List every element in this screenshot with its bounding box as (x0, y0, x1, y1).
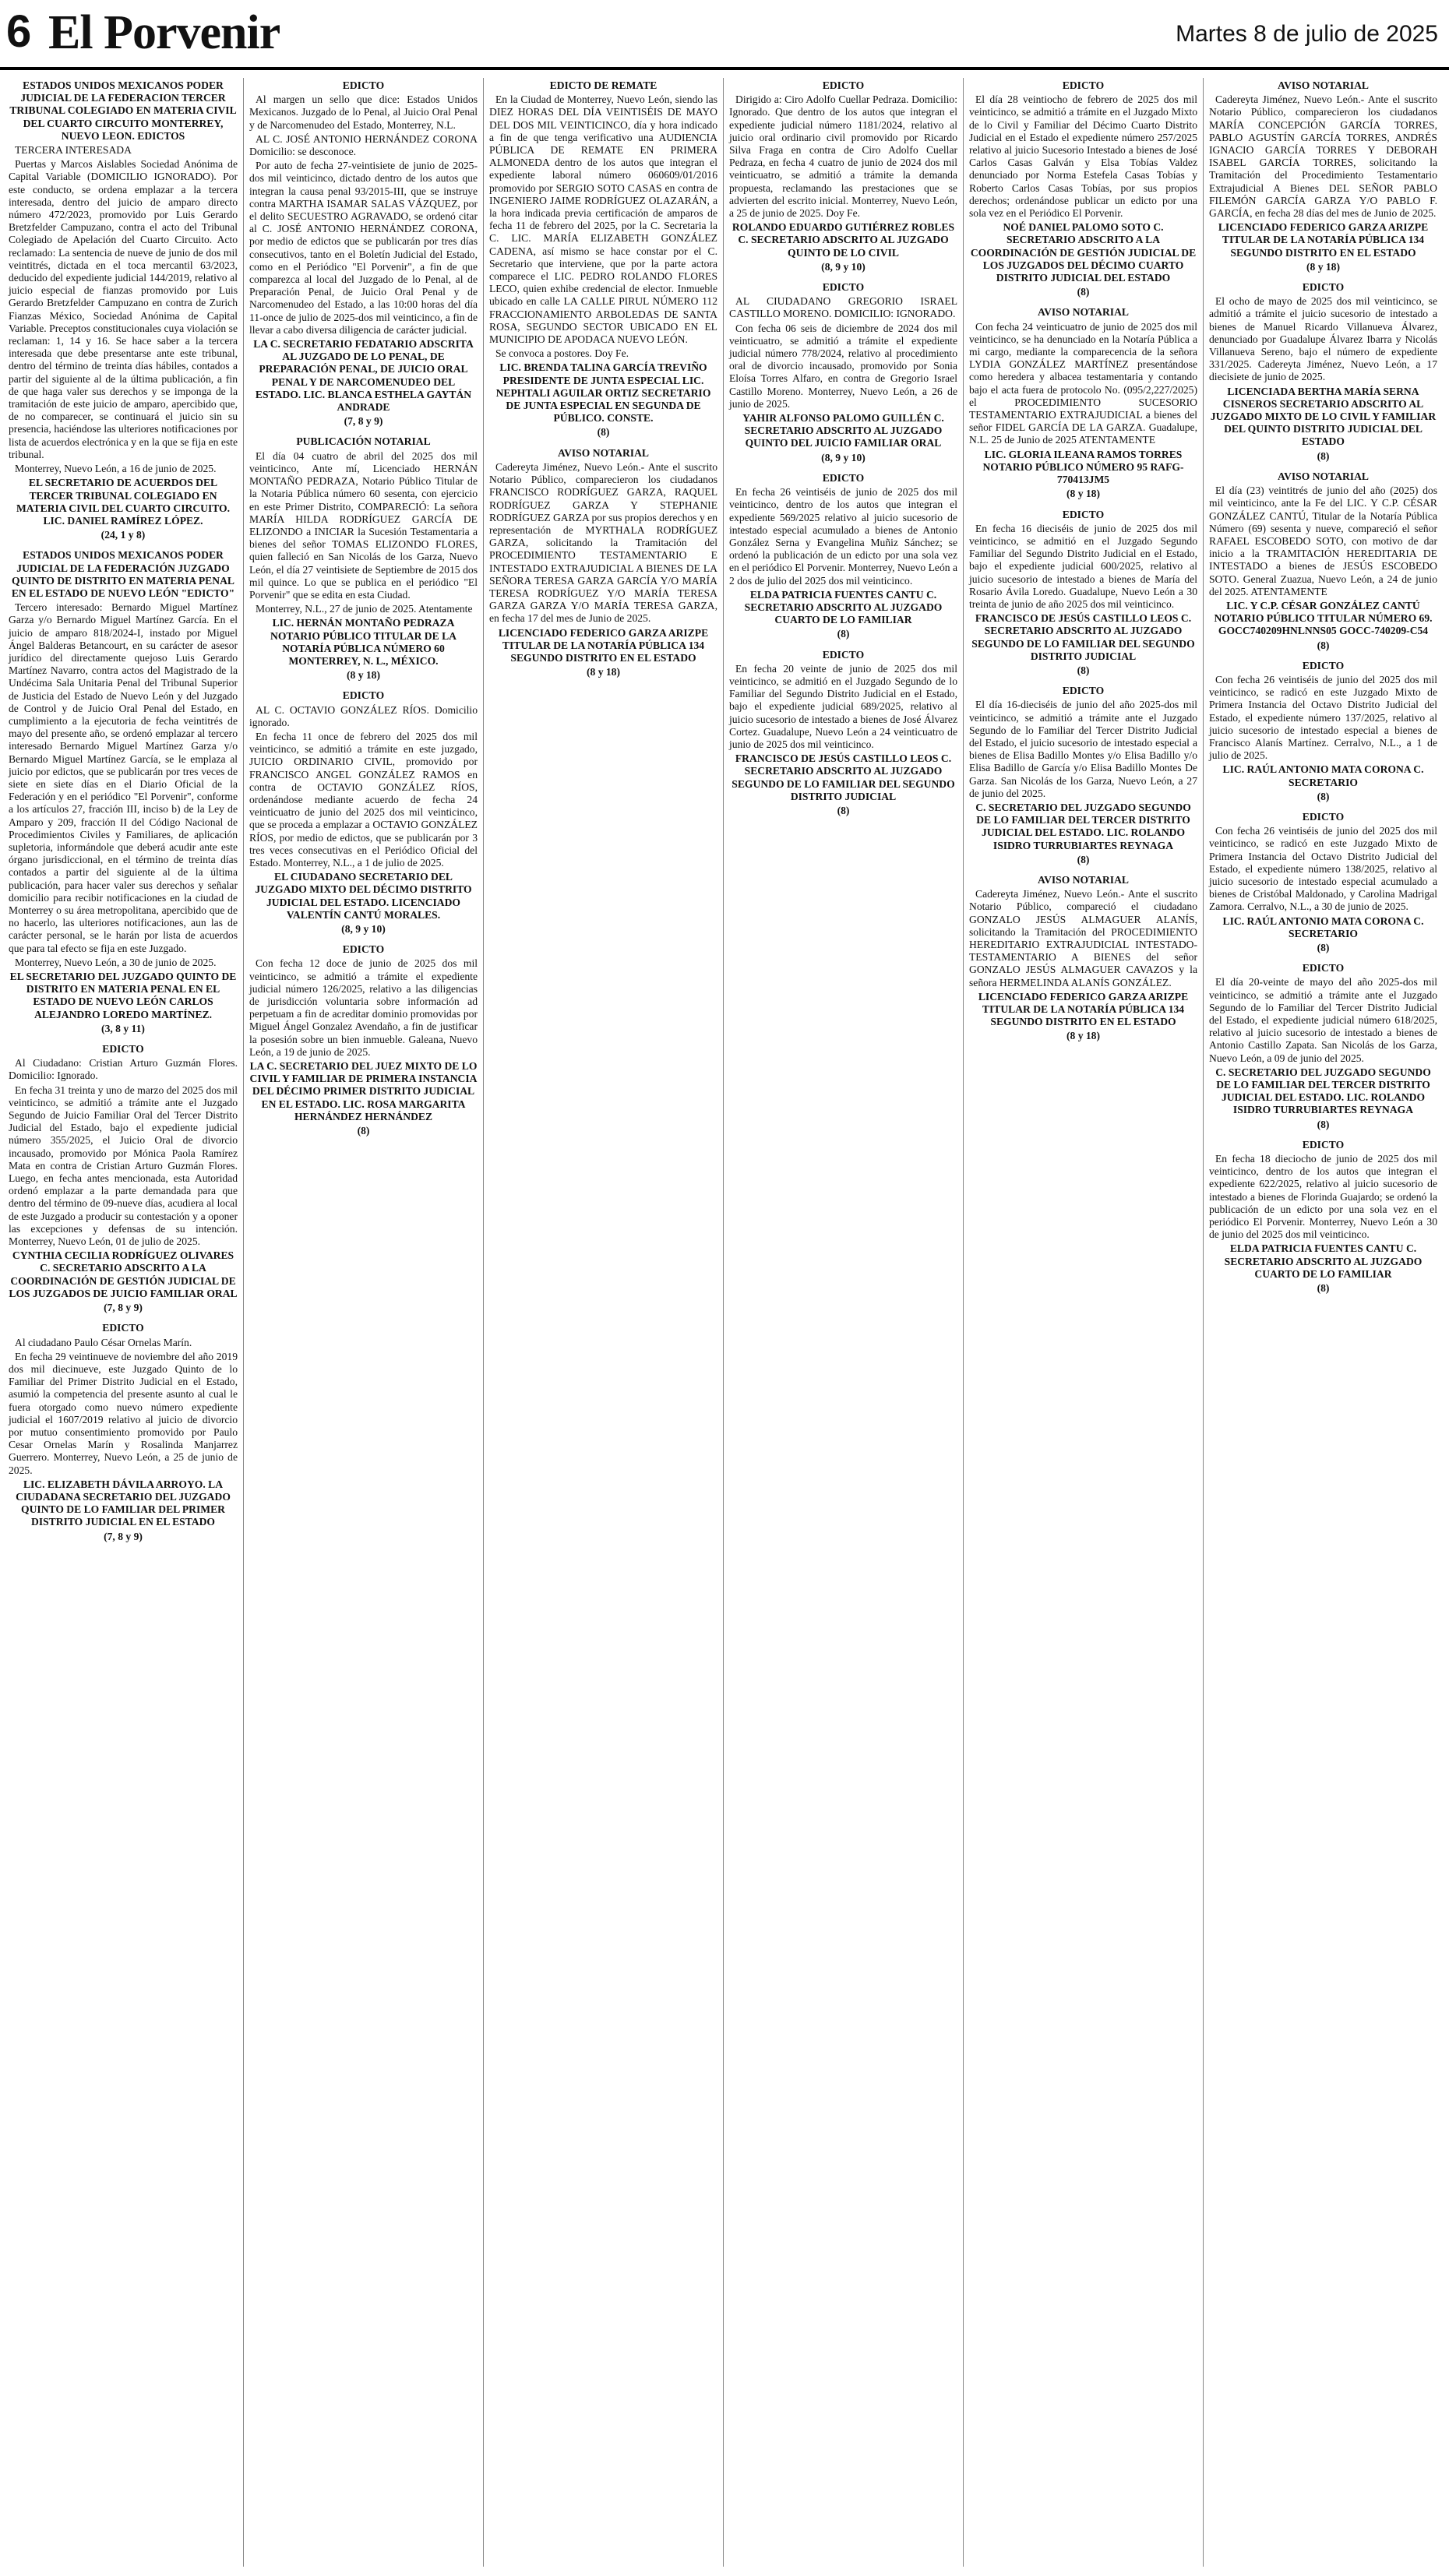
notice-paragraph: El día 28 veintiocho de febrero de 2025 dos mil veinticinco, se admitió a trámite en el Juzgado Mixto de lo Civil y Familiar del Décimo Cuarto Distrito Judicial en el Estado el expediente número 257/2025 relativo al juicio Sucesorio Intestado a bienes de José Carlos Casas Galván y Elsa Tobías Valdez denunciado por Norma Estefela Casas Tobías y Roberto Carlos Casas Tobías, por sus propios derechos; ordenándose publicar un edicto por una sola vez en el Periódico El Porvenir. (969, 93, 1197, 220)
notice-paragraph: El día 16-dieciséis de junio del año 2025-dos mil veinticinco, se admitió a trámite ante el Juzgado Segundo de lo Familiar del Tercer Distrito Judicial del Estado, el juicio sucesorio de intestado especial a bienes de Elisa Badillo Montes y/o Elisa Badillo y/o Elisa Badillo de García y/o Elisa Badillo Montes De Garza. San Nicolás de los Garza, Nuevo León, a 27 de junio del 2025. (969, 699, 1197, 799)
notice-signature: LIC. HERNÁN MONTAÑO PEDRAZA NOTARIO PÚBLICO TITULAR DE LA NOTARÍA PÚBLICA NÚMERO 60 MONTERREY, N. L., MÉXICO. (270, 617, 457, 667)
publication-dates: (7, 8 y 9) (104, 1530, 143, 1542)
legal-notice (969, 79, 1197, 298)
notice-signature: LICENCIADA BERTHA MARÍA SERNA CISNEROS SECRETARIO ADSCRITO AL JUZGADO MIXTO DE LO CIVIL Y FAMILIAR DEL QUINTO DISTRITO JUDICIAL DEL ESTADO (1210, 385, 1437, 448)
notice-paragraph: En fecha 31 treinta y uno de marzo del 2025 dos mil veinticinco, se admitió a trámite ante el Juzgado Segundo de Juicio Familiar Oral del Tercer Distrito Judicial del Estado, bajo el expediente judicial número 355/2025, el Juicio Oral de divorcio incausado, promovido por Mónica Paola Ramírez Mata en contra de Cristian Arturo Guzmán Flores. Luego, en fecha antes mencionada, esta Autoridad ordenó emplazar a la parte demandada para que dentro del término de 09-nueve días, acudiera al local de este Juzgado a producir su contestación y a oponer las excepciones y defensas de su intención. Monterrey, Nuevo León, 01 de julio de 2025. (9, 1084, 238, 1248)
notice-title: EDICTO (342, 943, 385, 956)
notice-signature: FRANCISCO DE JESÚS CASTILLO LEOS C. SECRETARIO ADSCRITO AL JUZGADO SEGUNDO DE LO FAMILIAR DEL SEGUNDO DISTRITO JUDICIAL (971, 612, 1195, 662)
notice-title: EDICTO (102, 1043, 144, 1055)
notice-signature: ELDA PATRICIA FUENTES CANTU C. SECRETARIO ADSCRITO AL JUZGADO CUARTO DE LO FAMILIAR (744, 588, 943, 626)
publication-dates: (8) (357, 1125, 370, 1137)
legal-notice (249, 943, 478, 1137)
column-2 (243, 78, 483, 2567)
notice-paragraph: AL C. JOSÉ ANTONIO HERNÁNDEZ CORONA Domicilio: se desconoce. (249, 132, 478, 158)
legal-notice (1209, 281, 1437, 463)
legal-notice (1209, 470, 1437, 652)
publication-dates: (8) (1317, 790, 1330, 802)
notice-paragraph: Monterrey, Nuevo León, a 16 de junio de 2025. (15, 463, 217, 475)
notice-signature: EL SECRETARIO DEL JUZGADO QUINTO DE DISTRITO EN MATERIA PENAL EN EL ESTADO DE NUEVO LEÓN CARLOS ALEJANDRO LOREDO MARTÍNEZ. (9, 971, 237, 1020)
notice-signature: LIC. Y C.P. CÉSAR GONZÁLEZ CANTÚ NOTARIO PÚBLICO TITULAR NÚMERO 69. GOCC740209HNLNNS05 GOCC-740209-C54 (1214, 599, 1433, 637)
notice-title: AVISO NOTARIAL (558, 446, 649, 459)
notice-paragraph: AL CIUDADANO GREGORIO ISRAEL CASTILLO MORENO. DOMICILIO: IGNORADO. (729, 295, 957, 320)
notice-signature: LICENCIADO FEDERICO GARZA ARIZPE TITULAR DE LA NOTARÍA PÚBLICA 134 SEGUNDO DISTRITO EN EL ESTADO (978, 990, 1189, 1028)
legal-notice (9, 79, 238, 541)
legal-notice (489, 447, 717, 679)
publication-dates: (8) (1317, 1118, 1330, 1130)
legal-notice (729, 281, 957, 464)
legal-notice (9, 1043, 238, 1314)
column-5 (963, 78, 1203, 2567)
legal-notice (249, 79, 478, 428)
notice-signature: FRANCISCO DE JESÚS CASTILLO LEOS C. SECRETARIO ADSCRITO AL JUZGADO SEGUNDO DE LO FAMILIAR DEL SEGUNDO DISTRITO JUDICIAL (732, 752, 955, 802)
publication-dates: (8) (1317, 1282, 1330, 1295)
notice-paragraph: Al margen un sello que dice: Estados Unidos Mexicanos. Juzgado de lo Penal, al Juicio Oral Penal y de Narcomenudeo del Estado, Monterrey, N.L. (249, 93, 478, 131)
notice-paragraph: El ocho de mayo de 2025 dos mil veinticinco, se admitió a trámite el juicio sucesorio de intestado a bienes de Manuel Ricardo Villanueva Álvarez, denunciado por Guadalupe Álvarez Ibarra y Nicolás Villanueva Sereno, bajo el número de expediente 331/2025. Cadereyta Jiménez, Nuevo León, a 17 diecisiete de junio de 2025. (1209, 295, 1437, 383)
notice-signature: LICENCIADO FEDERICO GARZA ARIZPE TITULAR DE LA NOTARÍA PÚBLICA 134 SEGUNDO DISTRITO EN EL ESTADO (498, 626, 709, 664)
publication-dates: (8 y 18) (586, 666, 621, 678)
notice-paragraph: Con fecha 24 veinticuatro de junio de 2025 dos mil veinticinco, se ha denunciado en la Notaría Pública a mi cargo, mediante la comparecencia de la señora LYDIA GONZÁLEZ MARTÍNEZ presentándose como heredera y albacea testamentaria y contando bajo el acta fuera de protocolo No. (095/2,227/2025) el PROCEDIMIENTO SUCESORIO TESTAMENTARIO EXTRAJUDICIAL a bienes del señor FIDEL GARCÍA DE LA GARZA. Guadalupe, N.L. 25 de Junio de 2025 ATENTAMENTE (969, 320, 1197, 446)
notice-signature: LA C. SECRETARIO FEDATARIO ADSCRITA AL JUZGADO DE LO PENAL, DE PREPARACIÓN PENAL, DE JUICIO ORAL PENAL Y DE NARCOMENUDEO DEL ESTADO. LIC. BLANCA ESTHELA GAYTÁN ANDRADE (253, 338, 474, 414)
notice-signature: LIC. GLORIA ILEANA RAMOS TORRES NOTARIO PÚBLICO NÚMERO 95 RAFG-770413JM5 (982, 448, 1184, 486)
notice-title: PUBLICACIÓN NOTARIAL (296, 435, 431, 448)
newspaper-logo: El Porvenir (48, 6, 280, 59)
legal-notice (1209, 79, 1437, 273)
publication-dates: (8, 9 y 10) (821, 451, 866, 463)
publication-dates: (8) (1317, 449, 1330, 462)
notice-signature: C. SECRETARIO DEL JUZGADO SEGUNDO DE LO FAMILIAR DEL TERCER DISTRITO JUDICIAL DEL ESTADO. LIC. ROLANDO ISIDRO TURRUBIARTES REYNAGA (1215, 1066, 1431, 1116)
publication-dates: (8) (837, 628, 850, 640)
notice-paragraph: Con fecha 12 doce de junio de 2025 dos mil veinticinco, se admitió a trámite el expediente judicial número 126/2025, relativo a las diligencias de jurisdicción voluntaria sobre información ad perpetuam a fin de acreditar dominio promovidas por Miguel Ángel Gonzalez Avendaño, a fin de justificar la posesión sobre un bien inmueble. Galeana, Nuevo León, a 19 de junio de 2025. (249, 957, 478, 1058)
notice-signature: EL SECRETARIO DE ACUERDOS DEL TERCER TRIBUNAL COLEGIADO EN MATERIA CIVIL DEL CUARTO CIRCUITO. LIC. DANIEL RAMÍREZ LÓPEZ. (16, 477, 231, 527)
notice-title: EDICTO (342, 689, 385, 702)
notice-signature: LIC. RAÚL ANTONIO MATA CORONA C. SECRETARIO (1222, 763, 1424, 788)
notice-title: EDICTO (1302, 659, 1345, 671)
notice-signature: ROLANDO EDUARDO GUTIÉRREZ ROBLES C. SECRETARIO ADSCRITO AL JUZGADO QUINTO DE LO CIVIL (732, 221, 955, 259)
notice-paragraph: En fecha 11 once de febrero del 2025 dos mil veinticinco, se admitió a trámite en este juzgado, JUICIO ORDINARIO CIVIL, promovido por FRANCISCO ANGEL GONZÁLEZ RAMOS en contra de OCTAVIO GONZÁLEZ RÍOS, ordenándose mediante acuerdo de fecha 24 veinticuatro de junio del 2025 dos mil veinticinco, que se proceda a emplazar a OCTAVIO GONZÁLEZ RÍOS, por medio de edictos, que se publicarán por 3 tres veces consecutivas en el Periódico Oficial del Estado. Monterrey, N.L., a 1 de julio de 2025. (249, 730, 478, 869)
publication-dates: (8) (1317, 639, 1330, 651)
notice-paragraph: En fecha 29 veintinueve de noviembre del año 2019 dos mil diecinueve, este Juzgado Quinto de lo Familiar del Primer Distrito Judicial en el Estado, asumió la competencia del presente asunto al cual le fuera otorgado como nuevo número expediente judicial el 1607/2019 relativo al juicio de divorcio por mutuo consentimiento promovido por Paulo Cesar Ornelas Marín y Rosalinda Manjarrez Guerrero. Monterrey, Nuevo León, a 25 de junio de 2025. (9, 1350, 238, 1476)
notice-paragraph: El día (23) veintitrés de junio del año (2025) dos mil veinticinco, ante la Fe del LIC. Y C.P. CÉSAR GONZÁLEZ CANTÚ, Titular de la Notaría Pública Número (69) sesenta y nueve, compareció el señor RAFAEL ESCOBEDO SOTO, con motivo de dar inicio a la TRAMITACIÓN HEREDITARIA DE INTESTADO a bienes de JESÚS ESCOBEDO SOTO. General Zuazua, Nuevo León, a 24 de junio del 2025. ATENTAMENTE (1209, 485, 1437, 597)
notice-paragraph: Con fecha 06 seis de diciembre de 2024 dos mil veinticuatro, se admitió a trámite el expediente judicial número 778/2024, relativo al procedimiento oral de divorcio incausado, promovido por Sonia Eloísa Torres Alfaro, en contra de Gregorio Israel Castillo Moreno. Monterrey, Nuevo León, a 26 de junio de 2025. (729, 322, 957, 410)
issue-date: Martes 8 de julio de 2025 (1176, 21, 1438, 47)
column-4 (723, 78, 963, 2567)
publication-dates: (7, 8 y 9) (104, 1302, 143, 1314)
legal-notice (729, 472, 957, 641)
publication-dates: (8) (597, 426, 610, 439)
page-number: 6 (6, 6, 32, 57)
column-3 (483, 78, 723, 2567)
legal-notice (489, 79, 717, 439)
publication-dates: (8 y 18) (346, 669, 381, 682)
notice-paragraph: Monterrey, Nuevo León, a 30 de junio de 2025. (15, 956, 217, 968)
notice-paragraph: En fecha 20 veinte de junio de 2025 dos mil veinticinco, se admitió en el Juzgado Segundo de lo Familiar del Segundo Distrito Judicial en el Estado, bajo el expediente judicial 689/2025, relativo al juicio sucesorio de intestado a bienes de José Álvarez Cortez. Guadalupe, Nuevo León a 24 veinticuatro de junio de 2025 dos mil veinticinco. (729, 662, 957, 750)
publication-dates: (8) (1317, 942, 1330, 953)
notice-title: EDICTO (1302, 810, 1345, 823)
notice-title: EDICTO (1062, 508, 1105, 520)
publication-dates: (3, 8 y 11) (101, 1022, 145, 1034)
notice-paragraph: Con fecha 26 veintiséis de junio del 2025 dos mil veinticinco, se radicó en este Juzgado Mixto de Primera Instancia del Octavo Distrito Judicial del Estado, el expediente número 138/2025, relativo al juicio sucesorio de intestado especial acumulado a bienes de Cristóbal Maldonado, y Carolina Madrigal Zamora. Cerralvo, N.L., a 30 de junio de 2025. (1209, 825, 1437, 913)
notice-title: EDICTO (1302, 1138, 1345, 1151)
notice-paragraph: Por auto de fecha 27-veintisiete de junio de 2025-dos mil veinticinco, dictado dentro de los autos que integran la causa penal 93/2015-III, que se instruye contra MARTHA ISAMAR SALAS VÁZQUEZ, por el delito SECUESTRO AGRAVADO, se ordenó citar al C. JOSÉ ANTONIO HERNÁNDEZ CORONA, por medio de edictos que se publicarán por tres días consecutivos, tanto en el Boletín Judicial del Estado, como en el Periódico "El Porvenir", a fin de que comparezca al local del Juzgado de lo Penal, al de Preparación Penal, de Juicio Oral Penal y de Narcomenudeo del Estado, a las 10:00 horas del día 11-once de julio de 2025-dos mil veinticinco, a fin de llevar a cabo diversa diligencia de carácter judicial. (249, 160, 478, 336)
notice-paragraph: El día 20-veinte de mayo del año 2025-dos mil veinticinco, se admitió a trámite ante el Juzgado Segundo de lo Familiar del Tercer Distrito Judicial del Estado, el expediente judicial número 618/2025, relativo al juicio sucesorio de intestado a bienes de Antonio Castillo Zapata. San Nicolás de los Garza, Nuevo León, a 09 de junio del 2025. (1209, 976, 1437, 1064)
notice-title: AVISO NOTARIAL (1278, 79, 1369, 91)
publication-dates: (8) (1077, 664, 1090, 676)
notice-title: EDICTO (822, 79, 865, 91)
masthead (0, 0, 1449, 69)
notice-signature: LIC. BRENDA TALINA GARCÍA TREVIÑO PRESIDENTE DE JUNTA ESPECIAL LIC. NEPHTALI AGUILAR ORTIZ SECRETARIO DE JUNTA ESPECIAL EN SEGUNDA DE PÚBLICO. CONSTE. (495, 361, 711, 425)
legal-notice (9, 1322, 238, 1542)
notice-title: EDICTO (1062, 79, 1105, 91)
notice-title: AVISO NOTARIAL (1038, 873, 1129, 886)
notice-title: ESTADOS UNIDOS MEXICANOS PODER JUDICIAL DE LA FEDERACIÓN JUZGADO QUINTO DE DISTRITO EN MATERIA PENAL EN EL ESTADO DE NUEVO LEÓN "EDICTO" (11, 549, 235, 599)
notice-title: EDICTO (342, 79, 385, 91)
notice-title: AVISO NOTARIAL (1278, 470, 1369, 482)
legal-notice (1209, 811, 1437, 954)
notice-signature: LIC. ELIZABETH DÁVILA ARROYO. LA CIUDADANA SECRETARIO DEL JUZGADO QUINTO DE LO FAMILIAR DEL PRIMER DISTRITO JUDICIAL EN EL ESTADO (16, 1478, 231, 1528)
notice-paragraph: AL C. OCTAVIO GONZÁLEZ RÍOS. Domicilio ignorado. (249, 703, 478, 728)
legal-notice (729, 649, 957, 818)
notice-title: EDICTO (102, 1322, 144, 1334)
notice-paragraph: Monterrey, N.L., 27 de junio de 2025. Atentamente (256, 603, 473, 615)
column-1 (3, 78, 243, 2567)
notice-signature: ELDA PATRICIA FUENTES CANTU C. SECRETARIO ADSCRITO AL JUZGADO CUARTO DE LO FAMILIAR (1224, 1242, 1423, 1280)
legal-notice (969, 509, 1197, 678)
publication-dates: (8, 9 y 10) (821, 260, 866, 273)
notice-signature: LICENCIADO FEDERICO GARZA ARIZPE TITULAR DE LA NOTARÍA PÚBLICA 134 SEGUNDO DISTRITO EN EL ESTADO (1218, 221, 1429, 259)
legal-notice (1209, 1139, 1437, 1295)
legal-notice (249, 689, 478, 936)
notice-paragraph: Dirigido a: Ciro Adolfo Cuellar Pedraza. Domicilio: Ignorado. Que dentro de los autos que integran el expediente judicial número 1181/2024, relativo al juicio oral ordinario civil promovido por Ricardo Silva Fraga en contra de Ciro Adolfo Cuellar Pedraza, en fecha 4 cuatro de junio de 2024 dos mil veinticuatro, se admitió a trámite la demanda propuesta, reclamando las prestaciones que se advierten del escrito inicial. Monterrey, Nuevo León, a 25 de junio de 2025. Doy Fe. (729, 93, 957, 220)
notice-signature: CYNTHIA CECILIA RODRÍGUEZ OLIVARES C. SECRETARIO ADSCRITO A LA COORDINACIÓN DE GESTIÓN JUDICIAL DE LOS JUZGADOS DE JUICIO FAMILIAR ORAL (9, 1249, 238, 1299)
publication-dates: (24, 1 y 8) (100, 529, 146, 541)
notice-title: EDICTO (1302, 281, 1345, 294)
notice-signature: LA C. SECRETARIO DEL JUEZ MIXTO DE LO CIVIL Y FAMILIAR DE PRIMERA INSTANCIA DEL DÉCIMO PRIMER DISTRITO JUDICIAL EN EL ESTADO. LIC. ROSA MARGARITA HERNÁNDEZ HERNÁNDEZ (249, 1060, 478, 1122)
legal-notice (249, 435, 478, 682)
notice-paragraph: Cadereyta Jiménez, Nuevo León.- Ante el suscrito Notario Público, comparecieron los ciudadanos FRANCISCO RODRÍGUEZ GARZA, RAQUEL RODRÍGUEZ GARZA Y STEPHANIE RODRÍGUEZ GARZA por sus propios derechos y en representación de MYRTHALA RODRÍGUEZ GARZA, solicitando la Tramitación del PROCEDIMIENTO TESTAMENTARIO E INTESTADO EXTRAJUDICIAL A BIENES DE LA SEÑORA TERESA GARZA GARCÍA Y/O MARÍA TERESA RODRÍGUEZ Y/O MARÍA TERESA GARZA GARZA Y/O MARÍA TERESA GARZA, en fecha 17 del mes de Junio de 2025. (489, 460, 717, 625)
column-6 (1203, 78, 1443, 2567)
notice-title: EDICTO (822, 648, 865, 661)
publication-dates: (8, 9 y 10) (341, 923, 386, 935)
publication-dates: (8 y 18) (1066, 488, 1101, 500)
notice-signature: YAHIR ALFONSO PALOMO GUILLÉN C. SECRETARIO ADSCRITO AL JUZGADO QUINTO DEL JUICIO FAMILIAR ORAL (742, 412, 944, 449)
publication-dates: (8) (837, 804, 850, 816)
notice-title: EDICTO (822, 471, 865, 484)
legal-notice (1209, 660, 1437, 803)
notice-paragraph: TERCERA INTERESADA (15, 144, 132, 157)
columns-container (3, 78, 1446, 2567)
header-rule (0, 67, 1449, 70)
notice-signature: EL CIUDADANO SECRETARIO DEL JUZGADO MIXTO DEL DÉCIMO DISTRITO JUDICIAL DEL ESTADO. LICENCIADO VALENTÍN CANTÚ MORALES. (255, 871, 472, 921)
notice-paragraph: Al Ciudadano: Cristian Arturo Guzmán Flores. Domicilio: Ignorado. (9, 1057, 238, 1082)
publication-dates: (8 y 18) (1066, 1030, 1101, 1042)
notice-paragraph: Tercero interesado: Bernardo Miguel Martínez Garza y/o Bernardo Miguel Martínez García. En el juicio de amparo 818/2024-I, instado por Miguel Ángel Balderas Betancourt, en su carácter de asesor jurídico del directamente quejoso Luis Gerardo Martínez Navarro, contra actos del Magistrado de la Undécima Sala Unitaria Penal del Tribunal Superior de Justicia del Estado de Nuevo León y del Juzgado de Control y de Juicio Oral Penal del Estado, en cumplimiento a la ejecutoria de fecha veintitrés de mayo del presente año, se ordenó emplazar al tercero interesado Bernardo Miguel Martínez Garza y/o Bernardo Miguel Martínez García, se le emplaza al juicio por edictos, que se publicarán por tres veces de siete en siete días en el Diario Oficial de la Federación y en el periódico "El Porvenir", conforme a los artículos 27, fracción III, inciso b) de la Ley de Amparo y 209, fracción II del Código Nacional de Procedimientos Civiles y Familiares, de aplicación supletoria, informándole que deberá acudir ante este órgano jurisdiccional, en el término de treinta días contados a partir del siguiente al de la última publicación, para hacer valer sus derechos y señalar domicilio para recibir notificaciones en la ciudad de Monterrey o su área metropolitana, apercibido que de no hacerlo, las ulteriores notificaciones, aun las de carácter personal, se le harán por lista de acuerdos que para tal efecto se fija en este Juzgado. (9, 601, 238, 954)
legal-notice (969, 685, 1197, 866)
publication-dates: (8) (1077, 286, 1090, 298)
notice-paragraph: En fecha 16 dieciséis de junio de 2025 dos mil veinticinco, se admitió en el Juzgado Segundo Familiar del Segundo Distrito Judicial en el Estado, bajo el expediente judicial 600/2025, relativo al juicio sucesorio de intestado a bienes de María del Rosario Ávila Loredo. Guadalupe, Nuevo León a 30 treinta de junio de año 2025 dos mil veinticinco. (969, 522, 1197, 610)
publication-dates: (8 y 18) (1306, 260, 1341, 273)
notice-title: EDICTO (1062, 685, 1105, 697)
notice-signature: LIC. RAÚL ANTONIO MATA CORONA C. SECRETARIO (1222, 914, 1424, 939)
notice-paragraph: Con fecha 26 veintiséis de junio del 2025 dos mil veinticinco, se radicó en este Juzgado Mixto de Primera Instancia del Octavo Distrito Judicial del Estado, el expediente número 137/2025, relativo al juicio sucesorio de intestado especial a bienes de Francisco Alanís Martínez. Cerralvo, N.L., a 1 de julio de 2025. (1209, 673, 1437, 762)
notice-paragraph: Puertas y Marcos Aislables Sociedad Anónima de Capital Variable (DOMICILIO IGNORADO). Por este conducto, se ordena emplazar a la tercera interesada, dentro del juicio de amparo directo número 472/2023, promovido por Luis Gerardo Bretzfelder Campuzano, contra el acto del Tribunal Colegiado de Apelación del Cuarto Circuito. Acto reclamado: La sentencia de nueve de junio de dos mil veintitrés, dictada en el toca mercantil 63/2023, deducido del expediente judicial 144/2019, relativo al juicio especial de fianzas promovido por Luis Gerardo Bretzfelder Campuzano en contra de Zurich Fianzas México, Sociedad Anónima de Capital Variable. Preceptos constitucionales cuya violación se reclaman: 1, 14 y 16. Se hace saber a la tercera interesada que debe presentarse ante este tribunal, dentro del término de treinta días hábiles, contados a partir del siguiente al de la última publicación, a fin de que haga valer sus derechos y se imponga de la tramitación de este juicio de amparo, apercibido que, de no comparecer, se continuará el juicio sin su presencia, haciéndose las ulteriores notificaciones por lista de acuerdos electrónica y en la que se fija en este tribunal. (9, 158, 238, 460)
notice-paragraph: Se convoca a postores. Doy Fe. (495, 347, 629, 360)
notice-signature: C. SECRETARIO DEL JUZGADO SEGUNDO DE LO FAMILIAR DEL TERCER DISTRITO JUDICIAL DEL ESTADO. LIC. ROLANDO ISIDRO TURRUBIARTES REYNAGA (975, 801, 1191, 851)
notice-paragraph: En fecha 18 dieciocho de junio de 2025 dos mil veinticinco, dentro de los autos que integran el expediente 622/2025, relativo al juicio sucesorio de intestado a bienes de Florinda Guajardo; se ordenó la publicación de un edicto por una sola vez en el periódico El Porvenir. Monterrey, Nuevo León a 30 de junio del 2025 dos mil veinticinco. (1209, 1153, 1437, 1241)
legal-notice (969, 874, 1197, 1043)
notice-title: EDICTO (822, 281, 865, 294)
publication-dates: (8) (1077, 853, 1090, 865)
notice-paragraph: Cadereyta Jiménez, Nuevo León.- Ante el suscrito Notario Público, comparecieron los ciudadanos MARÍA CONCEPCIÓN GARCÍA TORRES, PABLO AGUSTÍN GARCÍA TORRES, ANDRÉS IGNACIO GARCÍA TORRES Y DEBORAH ISABEL GARCÍA TORRES, solicitando la Tramitación del Procedimiento Testamentario Extrajudicial A Bienes DEL SEÑOR PABLO FILEMÓN GARCÍA GARZA Y/O PABLO F. GARCÍA, en fecha 28 días del mes de Junio de 2025. (1209, 93, 1437, 220)
notice-paragraph: En la Ciudad de Monterrey, Nuevo León, siendo las DIEZ HORAS DEL DÍA VEINTISÉIS DE MAYO DEL DOS MIL VEINTICINCO, día y hora indicado a fin de que tenga verificativo una AUDIENCIA PÚBLICA DE REMATE EN PRIMERA ALMONEDA dentro de los autos que integran el expediente laboral número 060609/01/2016 promovido por SERGIO SOTO CASAS en contra de INGENIERO JAIME RODRÍGUEZ OLAZARÁN, a la hora indicada previa certificación de amparos de fecha 11 de febrero del 2025, por la C. Secretaria la C. LIC. MARÍA ELIZABETH GONZÁLEZ CADENA, así mismo se hace constar por el C. Secretario que interviene, que por la parte actora comparece el LIC. PEDRO ROLANDO FLORES LECO, quien exhibe credencial de elector. Inmueble ubicado en calle LA CALLE PIRUL NÚMERO 112 FRACCIONAMIENTO ARBOLEDAS DE SANTA ROSA, SEGUNDO SECTOR UBICADO EN EL MUNICIPIO DE APODACA NUEVO LEÓN. (489, 93, 717, 346)
publication-dates: (7, 8 y 9) (344, 415, 383, 428)
legal-notice (969, 306, 1197, 500)
notice-paragraph: Al ciudadano Paulo César Ornelas Marín. (15, 1336, 192, 1348)
legal-notice (729, 79, 957, 273)
legal-notice (9, 549, 238, 1035)
notice-title: ESTADOS UNIDOS MEXICANOS PODER JUDICIAL DE LA FEDERACION TERCER TRIBUNAL COLEGIADO EN MATERIA CIVIL DEL CUARTO CIRCUITO MONTERREY, NUEVO LEON. EDICTOS (9, 79, 237, 142)
notice-title: EDICTO DE REMATE (549, 79, 658, 91)
legal-notice (1209, 962, 1437, 1131)
notice-title: EDICTO (1302, 962, 1345, 974)
notice-paragraph: El día 04 cuatro de abril del 2025 dos mil veinticinco, Ante mí, Licenciado HERNÁN MONTAÑO PEDRAZA, Notario Público Titular de la Notaria Pública número 60 sesenta, con ejercicio en este Primer Distrito, COMPARECIÓ: La señora MARÍA HILDA RODRÍGUEZ GARCÍA DE ELIZONDO a INICIAR la Sucesión Testamentaria a bienes del señor TOMAS ELIZONDO FLORES, quien falleció en San Nicolás de los Garza, Nuevo León, el día 27 veintisiete de Septiembre de 2015 dos mil quince. Lo que se publica en el periódico "El Porvenir" que se edita en esta Ciudad. (249, 449, 478, 601)
notice-title: AVISO NOTARIAL (1038, 306, 1129, 319)
notice-paragraph: En fecha 26 veintiséis de junio de 2025 dos mil veinticinco, dentro de los autos que integran el expediente 569/2025 relativo al juicio sucesorio de intestado especial acumulado a bienes de Antonio González Serna y Evangelina Muñiz Sánchez; se ordenó la publicación de un edicto por una sola vez en el periódico El Porvenir. Monterrey, Nuevo León a 2 dos de julio del 2025 dos mil veinticinco. (729, 486, 957, 587)
notice-paragraph: Cadereyta Jiménez, Nuevo León.- Ante el suscrito Notario Público, compareció el ciudadano GONZALO JESÚS ALMAGUER ALANÍS, solicitando la Tramitación del PROCEDIMIENTO HEREDITARIO EXTRAJUDICIAL INTESTADO-TESTAMENTARIO A BIENES del señor GONZALO JESÚS ALMAGUER CAVAZOS y la señora HERMELINDA ALANÍS GONZÁLEZ. (969, 888, 1197, 988)
notice-signature: NOÉ DANIEL PALOMO SOTO C. SECRETARIO ADSCRITO A LA COORDINACIÓN DE GESTIÓN JUDICIAL DE LOS JUZGADOS DEL DÉCIMO CUARTO DISTRITO JUDICIAL DEL ESTADO (970, 221, 1197, 284)
